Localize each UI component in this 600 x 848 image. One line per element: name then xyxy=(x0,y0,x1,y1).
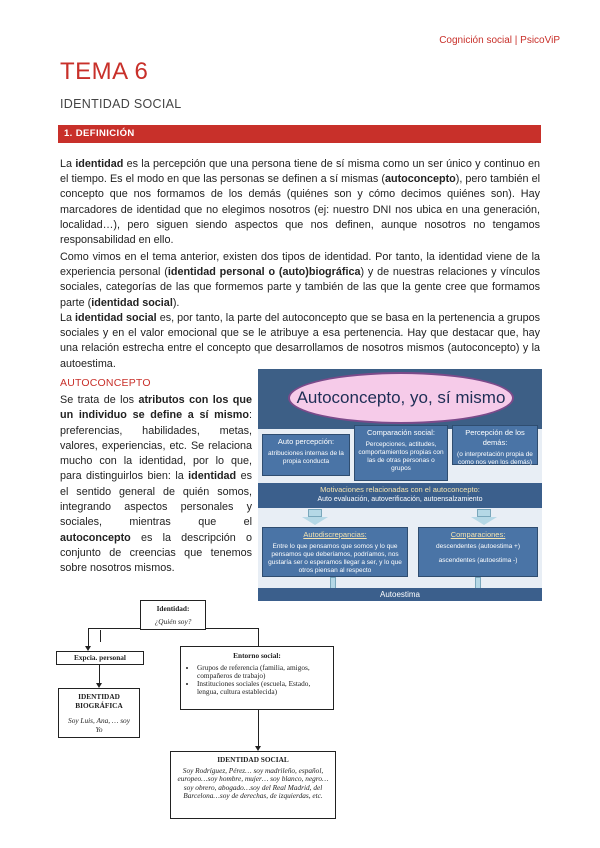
fc-entorno-list xyxy=(197,664,333,696)
box-autopercepcion xyxy=(262,434,350,476)
fc-identidad-head: Identidad: xyxy=(156,604,190,613)
bold-term: autoconcepto xyxy=(384,173,456,186)
box-autopercepcion-head: Auto percepción: xyxy=(277,437,335,446)
box-autodiscrepancias-head: Autodiscrepancias: xyxy=(303,530,367,539)
bold-term: autoconcepto xyxy=(60,531,131,544)
autoconcepto-paragraph xyxy=(60,393,252,577)
bar-autoestima: Autoestima xyxy=(258,588,542,601)
box-comparaciones xyxy=(418,527,538,577)
arrow-down-right-icon xyxy=(471,517,497,525)
fc-social-sub: Soy Rodríguez, Pérez… soy madrileño, español, europeo…soy hombre, mujer… soy blanco, negro… soy obrero, abogado…soy del Real Madrid, del Barcelona…soy de derechas, de izquierdas, etc. xyxy=(177,766,329,801)
paragraph-3 xyxy=(60,311,540,372)
section-heading-definicion: 1. DEFINICIÓN xyxy=(58,125,541,143)
fc-expcia-personal: Expcia. personal xyxy=(56,651,144,665)
text-run: ). xyxy=(172,296,180,309)
text-run: es la percepción que una persona tiene de sí misma como un ser único y continuo en el tiempo. Es el modo en que las personas se definen a sí mismas ( xyxy=(60,158,540,186)
bold-term: identidad social xyxy=(91,296,173,309)
fc-biografica-sub: Soy Luis, Ana, … soy Yo xyxy=(68,716,130,734)
fc-entorno-item: • Grupos de referencia (familia, amigos, compañeros de trabajo) xyxy=(197,664,333,680)
text-run: es la descripción o conjunto de creencias que tenemos sobre nosotros mismos. xyxy=(60,531,252,575)
fc-connector-left xyxy=(88,628,89,646)
page-title: TEMA 6 xyxy=(60,58,149,85)
box-autodiscrepancias-body: Entre lo que pensamos que somos y lo que pensamos que deberíamos, podríamos, nos gustaría ser o esperamos llegar a ser, y lo que otros piensan al respecto xyxy=(268,543,402,574)
box-percepcion-demas xyxy=(452,425,538,465)
fc-entorno-social xyxy=(180,646,334,710)
autoconcepto-heading: AUTOCONCEPTO xyxy=(60,377,151,389)
text-run: es, por tanto, la parte del autoconcepto que se basa en la pertenencia a grupos sociales y en el valor emocional que se le atribuye a esa pertenencia. Hay que destacar que, hay una relación estrecha entre el concepto que desarrollamos de nosotros mismos (autoconcepto) y la autoestima. xyxy=(60,312,541,370)
bold-term: identidad personal o (auto)biográfica xyxy=(167,266,361,279)
text-run: ) y de nuestras relaciones y vínculos sociales, categorías de las que formemos parte y también de las que la gente cree que formamos parte ( xyxy=(60,266,540,309)
fc-connector-right xyxy=(258,628,259,646)
box-autopercepcion-body: atribuciones internas de la propia conducta xyxy=(268,450,344,465)
fc-connector-left-h xyxy=(88,628,140,629)
fc-entorno-item: • Instituciones sociales (escuela, Estado, lengua, cultura establecida) xyxy=(197,680,333,696)
fc-identidad-biografica xyxy=(58,688,140,738)
fc-identidad xyxy=(140,600,206,630)
box-comparaciones-head: Comparaciones: xyxy=(450,530,506,539)
bold-term: identidad social xyxy=(75,312,157,324)
comparaciones-line2: ascendentes (autoestima -) xyxy=(438,557,518,564)
diagram-title-ellipse xyxy=(288,372,514,424)
arrow-down-right-shaft xyxy=(477,509,491,517)
comparaciones-line1: descendentes (autoestima +) xyxy=(435,543,520,550)
fc-connector-right-h xyxy=(206,628,258,629)
diagram-title: Autoconcepto, yo, sí mismo xyxy=(296,388,506,407)
box-percepcion-head: Percepción de los demás: xyxy=(465,428,525,447)
text-run: es el sentido general de quién somos, integrando aspectos personales y sociales, mientras que el xyxy=(60,470,253,529)
fc-connector xyxy=(100,630,101,642)
fc-biografica-head: IDENTIDAD BIOGRÁFICA xyxy=(75,692,123,710)
page-subtitle: IDENTIDAD SOCIAL xyxy=(60,97,182,111)
page-header: Cognición social | PsicoViP xyxy=(439,35,560,46)
autoconcepto-diagram xyxy=(258,369,542,601)
arrow-down-left-icon xyxy=(302,517,328,525)
bold-term: atributos con los que un individuo se define a sí mismo xyxy=(60,394,252,422)
text-run: : preferencias, habilidades, metas, valores, experiencias, etc. Se relaciona mucho con la identidad, por lo que, para distinguirlos bien: la xyxy=(60,409,252,483)
box-percepcion-body: (o interpretación propia de como nos ven los demás) xyxy=(457,451,533,466)
paragraph-2 xyxy=(60,250,540,311)
box-comparacion-body: Percepciones, actitudes, comportamientos propias con las de otras personas o grupos xyxy=(358,441,444,472)
fc-connector-expcia xyxy=(99,665,100,683)
motivaciones-body: Auto evaluación, autoverificación, autoensalzamiento xyxy=(317,496,483,503)
arrow-down-left-shaft xyxy=(308,509,322,517)
fc-social-head: IDENTIDAD SOCIAL xyxy=(217,755,289,764)
bold-term: identidad xyxy=(75,158,124,170)
fc-identidad-sub: ¿Quién soy? xyxy=(154,617,192,626)
fc-identidad-social xyxy=(170,751,336,819)
box-comparacion-head: Comparación social: xyxy=(367,428,435,437)
text-run: Se trata de los xyxy=(60,394,139,406)
text-run: La xyxy=(60,312,76,324)
bar-motivaciones xyxy=(258,483,542,508)
paragraph-1 xyxy=(60,157,540,248)
text-run: La xyxy=(60,158,76,170)
bold-term: identidad xyxy=(188,470,237,483)
box-autodiscrepancias xyxy=(262,527,408,577)
motivaciones-head: Motivaciones relacionadas con el autoconcepto: xyxy=(320,485,480,494)
box-comparacion-social xyxy=(354,425,448,481)
text-run: Como vimos en el tema anterior, existen dos tipos de identidad. Por tanto, la identidad viene de la experiencia personal ( xyxy=(60,251,540,279)
text-run: ), pero también el concepto que nos formamos de los demás (quiénes son y cómo decimos quiénes son). Hay marcadores de identidad que no elegimos nosotros (ej: nuestro DNI nos ubica en una generación, localidad…), pero siguen siendo aspectos que nos definen, aunque nosotros no tengamos responsabilidad en ello. xyxy=(60,173,540,247)
fc-connector-entorno xyxy=(258,710,259,746)
fc-entorno-head: Entorno social: xyxy=(233,651,281,660)
